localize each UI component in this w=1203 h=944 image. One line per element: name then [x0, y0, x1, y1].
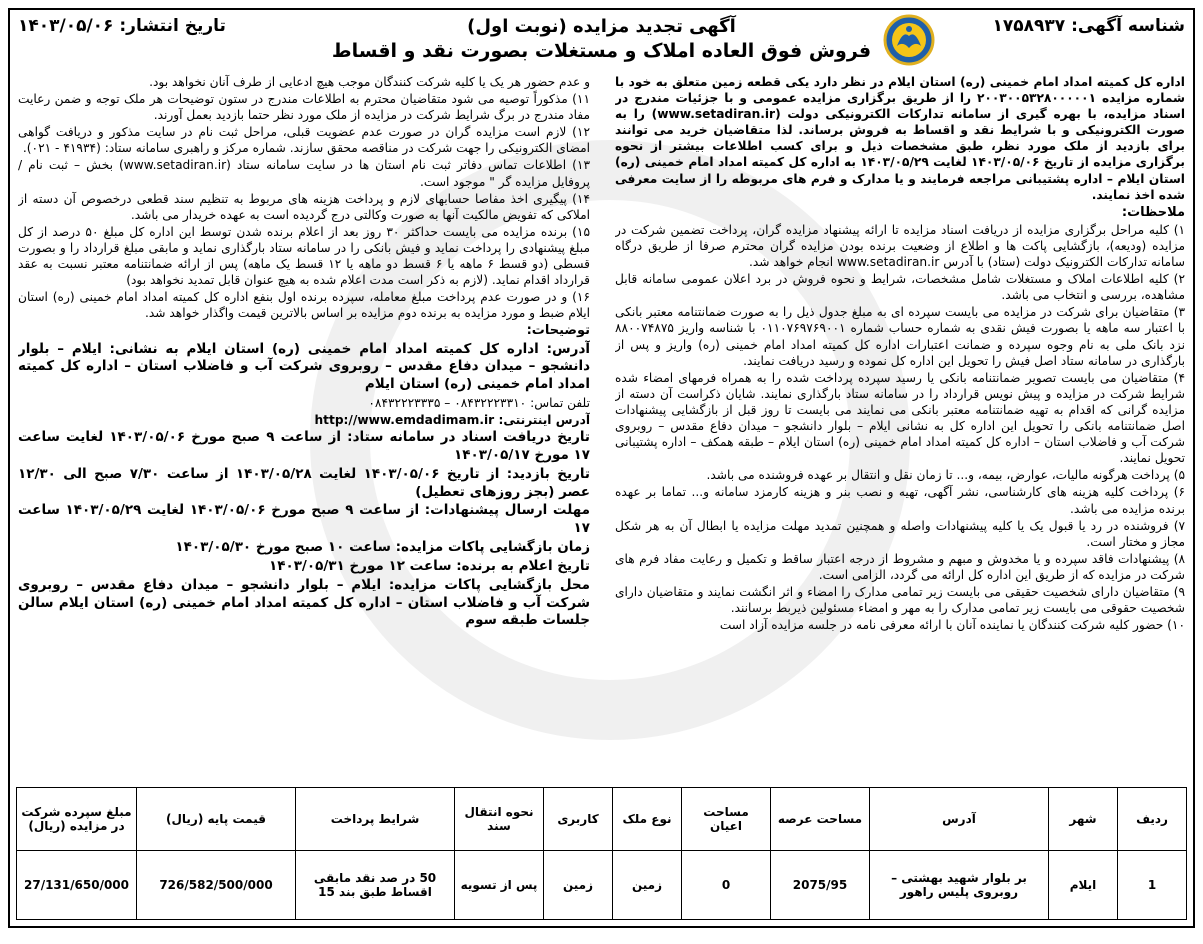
schedule-item: محل بازگشایی پاکات مزایده: ایلام – بلوار دانشجو – میدان دفاع مقدس – روبروی شرکت آب و فاضلاب استان – اداره کل کمیته امداد امام خمینی (ره) استان ایلام سالن جلسات طبقه سوم [18, 576, 590, 629]
note-item: ۷) فروشنده در رد یا قبول یک یا کلیه پیشنهادات واصله و همچنین تمدید مهلت مزایده یا ابطال آن به هر شکل مجاز و مختار است. [615, 518, 1185, 549]
cell-payment-terms: 50 در صد نقد مابقی اقساط طبق بند 15 [296, 851, 455, 920]
cell-transfer-method: پس از تسویه [455, 851, 544, 920]
note-item: ۱۲) لازم است مزایده گران در صورت عدم عضویت قبلی، مراحل ثبت نام در سایت مذکور و دریافت گواهی امضای الکترونیکی را جهت شرکت در مناقصه محقق سازند. شماره مرکز و راهبری سامانه ستاد: (۴۱۹۳۴ - ۰۲۱). [18, 125, 590, 156]
table-header-row [17, 788, 1187, 851]
cell-usage: زمین [544, 851, 613, 920]
right-column [615, 74, 1185, 784]
ad-header [10, 10, 1193, 72]
contact-phone: تلفن تماس: ۰۸۴۳۲۲۲۳۳۱۰ – ۰۸۴۳۲۲۲۳۳۳۵ [368, 396, 590, 410]
header-row-number: ردیف [1118, 788, 1187, 851]
newspaper-ad [8, 8, 1195, 928]
header-payment-terms: شرایط پرداخت [296, 788, 455, 851]
note-item: ۱۴) پیگیری اخذ مفاصا حسابهای لازم و پرداخت هزینه های مربوط به تنظیم سند قطعی درخصوص آن دسته از املاکی که تفویض مالکیت آنها به صورت وکالتی درج گردیده است به عهده خریدار می باشد. [18, 191, 590, 222]
property-table [16, 787, 1187, 920]
schedule-item: تاریخ اعلام به برنده: ساعت ۱۲ مورخ ۱۴۰۳/۰۵/۳۱ [268, 557, 590, 574]
cell-land-area: 2075/95 [771, 851, 870, 920]
header-city: شهر [1049, 788, 1118, 851]
note-item: ۱۵) برنده مزایده می بایست حداکثر ۳۰ روز بعد از اعلام برنده شدن توسط این اداره کل مبلغ ۵۰ درصد از کل مبلغ پیشنهادی را پرداخت نماید و فیش بانکی را در سامانه ستاد بارگذاری نماید و مابقی مبلغ قرارداد را و بصورت قسطی (دو قسط ۶ ماهه یا ۶ قسط دو ماهه یا ۱۲ قسط یک ماهه) پس از ارائه ضمانتنامه معتبر نسبت به عقد قرارداد اقدام نماید. (لازم به ذکر است مدت اعلام شده به هیچ عنوان قابل تمدید نخواهد بود) [18, 224, 590, 288]
note-item: ۶) پرداخت کلیه هزینه های کارشناسی، نشر آگهی، تهیه و نصب بنر و هزینه کارمزد سامانه و... تماما بر عهده برنده مزایده می باشد. [615, 485, 1185, 516]
note-item: ۱۳) اطلاعات تماس دفاتر ثبت نام استان ها در سایت سامانه ستاد (www.setadiran.ir) بخش – ثبت نام / پروفایل مزایده گر " موجود است. [18, 158, 590, 189]
note-item: ۴) متقاضیان می بایست تصویر ضمانتنامه بانکی یا رسید سپرده پرداخت شده را به همراه فرمهای امضاء شده شرایط شرکت در مزایده و پیش نویس قرارداد را در سامانه ستاد بارگذاری نمایند. شایان ذکراست آن دسته از مزایده گرانی که اقدام به تهیه ضمانتنامه معتبر بانکی می نمایند می بایست تا روز قبل از بازگشایی پیشنهادات اصل ضمانتنامه بانکی را تحویل این اداره کل به نشانی ایلام – بلوار دانشجو – میدان دفاع مقدس – روبروی شرکت آب و فاضلاب استان – اداره کل کمیته امداد امام خمینی (ره) استان ایلام – طبقه همکف – اداره پشتیبانی تحویل نمایند. [615, 370, 1185, 466]
schedule-item: مهلت ارسال پیشنهادات: از ساعت ۹ صبح مورخ ۱۴۰۳/۰۵/۰۶ لغایت ۱۴۰۳/۰۵/۲۹ ساعت ۱۷ [18, 502, 590, 537]
explanations-title: توضیحات: [526, 323, 590, 339]
note-item: ۸) پیشنهادات فاقد سپرده و یا مخدوش و مبهم و مشروط از درجه اعتبار ساقط و تکمیل و رعایت مفاد فرم های شرکت در مزایده که از طریق این اداره کل ارائه می گردد، الزامی است. [615, 551, 1185, 582]
ad-id: شناسه آگهی: ۱۷۵۸۹۳۷ [992, 16, 1185, 36]
header-land-area: مساحت عرصه [771, 788, 870, 851]
header-building-area: مساحت اعیان [682, 788, 771, 851]
cell-deposit-amount: 27/131/650/000 [17, 851, 137, 920]
note-item: ۲) کلیه اطلاعات املاک و مستغلات شامل مشخصات، شرایط و نحوه فروش در برد اعلان عمومی سامانه قابل مشاهده، بررسی و انتخاب می باشد. [615, 272, 1185, 303]
cell-property-type: زمین [613, 851, 682, 920]
note-item: ۳) متقاضیان برای شرکت در مزایده می بایست سپرده ای به مبلغ جدول ذیل را به صورت ضمانتنامه معتبر بانکی با اعتبار سه ماهه یا بصورت فیش نقدی به شماره حساب شماره ۰۱۱۰۷۶۹۷۶۹۰۰۱ با شناسه واریز ۸۸۰۰۷۴۸۷۵ نزد بانک ملی به نام وجوه سپرده و ضمانت اعتبارات اداره کل کمیته امداد امام خمینی (ره) واریز و پس از بارگذاری در سامانه ستاد اصل فیش را تحویل این اداره کل نموده و رسید دریافت نمایند. [615, 305, 1185, 368]
schedule-item: تاریخ دریافت اسناد در سامانه ستاد: از ساعت ۹ صبح مورخ ۱۴۰۳/۰۵/۰۶ لغایت ساعت ۱۷ مورخ ۱۴۰۳/۰۵/۱۷ [18, 429, 590, 463]
header-usage: کاربری [544, 788, 613, 851]
cell-row-number: 1 [1118, 851, 1187, 920]
header-transfer-method: نحوه انتقال سند [455, 788, 544, 851]
note-item: ۱۰) حضور کلیه شرکت کنندگان یا نماینده آنان با ارائه معرفی نامه در جلسه مزایده آزاد است [719, 618, 1185, 633]
table-row [17, 851, 1187, 920]
intro-paragraph: اداره کل کمیته امداد امام خمینی (ره) استان ایلام در نظر دارد یکی قطعه زمین متعلق به خود با شماره مزایده ۲۰۰۳۰۰۵۳۲۸۰۰۰۰۰۱ را از طریق برگزاری مزایده عمومی و با جزئیات مندرج در اسناد مزایده، با بهره گیری از سامانه تدارکات الکترونیکی دولت (www.setadiran.ir) را به صورت الکترونیکی و با شرایط نقد و اقساط به فروش برساند. لذا متقاضیان خرید می توانند برای بازدید از ملک مورد نظر، طبق مشخصات ذیل و برای کسب اطلاعات بیشتر از نحوه برگزاری مزایده از تاریخ ۱۴۰۳/۰۵/۰۶ لغایت ۱۴۰۳/۰۵/۲۹ به اداره کل کمیته امداد امام خمینی (ره) استان ایلام – اداره پشتیبانی مراجعه فرمایند و یا مدارک و فرم های مربوطه را از سایت معرفی شده اخذ نمایند. [615, 75, 1185, 202]
left-column [18, 74, 590, 784]
notes-title: ملاحظات: [1121, 204, 1185, 220]
header-deposit-amount: مبلغ سپرده شرکت در مزایده (ریال) [17, 788, 137, 851]
schedule-item: تاریخ بازدید: از تاریخ ۱۴۰۳/۰۵/۰۶ لغایت ۱۴۰۳/۰۵/۲۸ از ساعت ۷/۳۰ صبح الی ۱۲/۳۰ عصر (بجز روزهای تعطیل) [18, 465, 590, 500]
cell-building-area: 0 [682, 851, 771, 920]
note-item: ۵) پرداخت هرگونه مالیات، عوارض، بیمه، و... تا زمان نقل و انتقال بر عهده فروشنده می باشد. [706, 468, 1185, 483]
cell-city: ایلام [1049, 851, 1118, 920]
cell-base-price: 726/582/500/000 [137, 851, 296, 920]
cell-address: بر بلوار شهید بهشتی – روبروی پلیس راهور [870, 851, 1049, 920]
website-link[interactable]: آدرس اینترنتی: http://www.emdadimam.ir [314, 413, 590, 428]
publish-date: تاریخ انتشار: ۱۴۰۳/۰۵/۰۶ [18, 16, 226, 36]
office-address: آدرس: اداره کل کمیته امداد امام خمینی (ره) استان ایلام به نشانی: ایلام – بلوار دانشجو – میدان دفاع مقدس – روبروی شرکت آب و فاضلاب استان – اداره کل کمیته امداد امام خمینی (ره) استان ایلام [18, 340, 590, 393]
note-item: ۱۱) مذکوراً توصیه می شود متقاضیان محترم به اطلاعات مندرج در ستون توضیحات هر ملک توجه و ضمن رعایت مفاد مندرج در برگ شرایط شرکت در مزایده از ملک مورد نظر حتما بازدید بعمل آورند. [18, 92, 590, 123]
note-item: ۱۶) و در صورت عدم پرداخت مبلغ معامله، سپرده برنده اول بنفع اداره کل کمیته امداد امام خمینی (ره) استان ایلام ضبط و مورد مزایده به برنده دوم مزایده بر اساس بالاترین قیمت واگذار خواهد شد. [18, 290, 590, 321]
note-item: ۱) کلیه مراحل برگزاری مزایده از دریافت اسناد مزایده تا ارائه پیشنهاد مزایده گران، پرداخت تضمین شرکت در مزایده (ودیعه)، بازگشایی پاکت ها و اطلاع از وضعیت برنده بودن مزایده گران محترم صرفا از طریق درگاه سامانه تدارکات الکترونیک دولت (ستاد) با آدرس www.setadiran.ir انجام خواهد شد. [615, 222, 1185, 270]
note-item: و عدم حضور هر یک یا کلیه شرکت کنندگان موجب هیچ ادعایی از طرف آنان نخواهد بود. [149, 75, 590, 89]
schedule-item: زمان بازگشایی پاکات مزایده: ساعت ۱۰ صبح مورخ ۱۴۰۳/۰۵/۳۰ [175, 539, 590, 556]
ad-title: آگهی تجدید مزایده (نوبت اول) [467, 16, 736, 37]
header-property-type: نوع ملک [613, 788, 682, 851]
ad-subtitle: فروش فوق العاده املاک و مستغلات بصورت نقد و اقساط [331, 40, 872, 62]
header-base-price: قیمت پایه (ریال) [137, 788, 296, 851]
header-address: آدرس [870, 788, 1049, 851]
note-item: ۹) متقاضیان دارای شخصیت حقیقی می بایست زیر تمامی مدارک را امضاء و اثر انگشت نمایند و متقاضیان دارای شخصیت حقوقی می بایست زیر تمامی مدارک را به مهر و امضاء مسئولین ذیربط برسانند. [615, 584, 1185, 616]
